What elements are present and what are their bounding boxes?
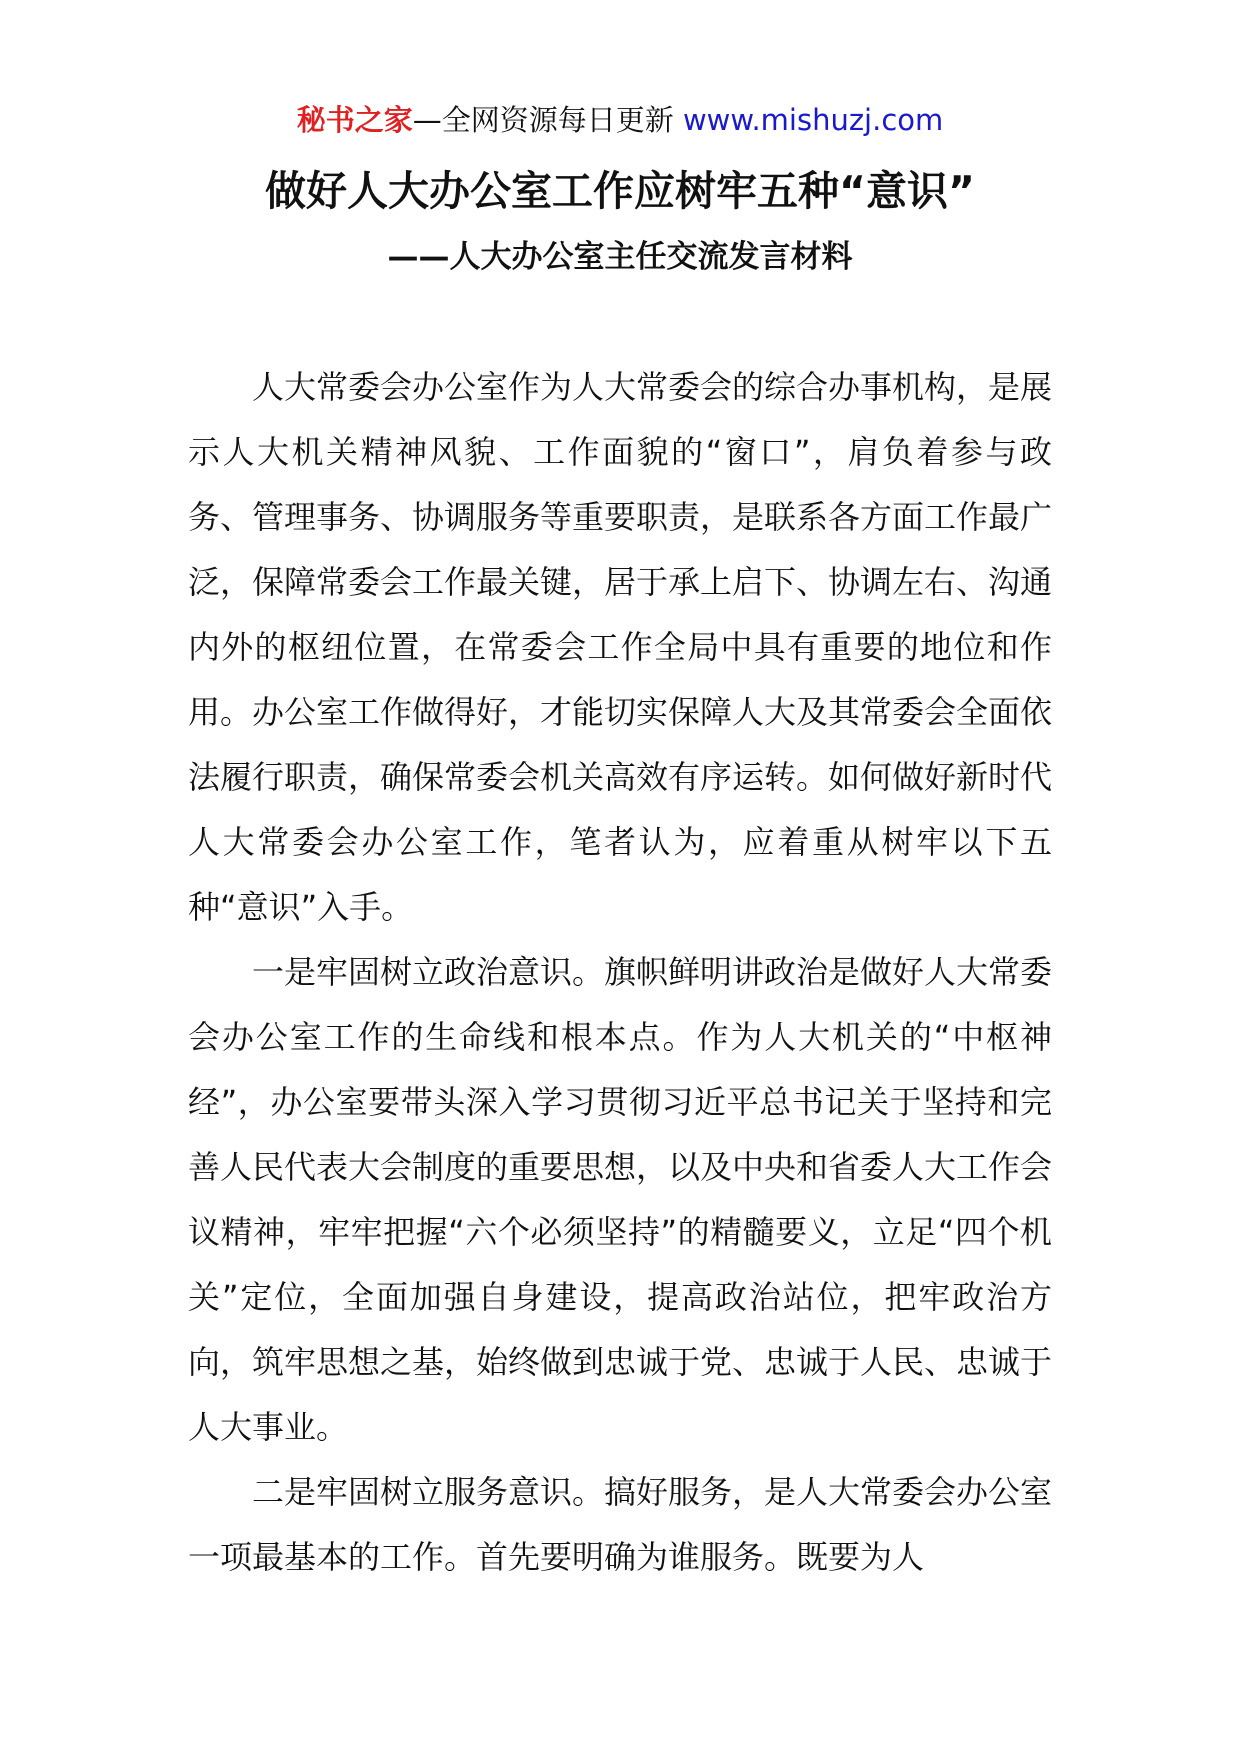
- document-subtitle: ——人大办公室主任交流发言材料: [387, 239, 853, 275]
- header-slogan: —全网资源每日更新: [412, 103, 683, 137]
- site-url-link[interactable]: www.mishuzj.com: [682, 103, 944, 137]
- document-title: 做好人大办公室工作应树牢五种“意识”: [265, 167, 975, 215]
- body-paragraph: 一是牢固树立政治意识。旗帜鲜明讲政治是做好人大常委会办公室工作的生命线和根本点。作为人大机关的“中枢神经”，办公室要带头深入学习贯彻习近平总书记关于坚持和完善人民代表大会制度的重要思想，以及中央和省委人大工作会议精神，牢牢把握“六个必须坚持”的精髓要义，立足“四个机关”定位，全面加强自身建设，提高政治站位，把牢政治方向，筑牢思想之基，始终做到忠诚于党、忠诚于人民、忠诚于人大事业。: [188, 953, 1053, 1446]
- site-header: [0, 100, 1240, 140]
- brand-name: 秘书之家: [296, 103, 413, 137]
- document-body: [188, 355, 1052, 1590]
- body-paragraph: 人大常委会办公室作为人大常委会的综合办事机构，是展示人大机关精神风貌、工作面貌的“窗口”，肩负着参与政务、管理事务、协调服务等重要职责，是联系各方面工作最广泛，保障常委会工作最关键，居于承上启下、协调左右、沟通内外的枢纽位置，在常委会工作全局中具有重要的地位和作用。办公室工作做得好，才能切实保障人大及其常委会全面依法履行职责，确保常委会机关高效有序运转。如何做好新时代人大常委会办公室工作，笔者认为，应着重从树牢以下五种“意识”入手。: [188, 368, 1053, 926]
- body-paragraph: 二是牢固树立服务意识。搞好服务，是人大常委会办公室一项最基本的工作。首先要明确为谁服务。既要为人: [188, 1473, 1053, 1576]
